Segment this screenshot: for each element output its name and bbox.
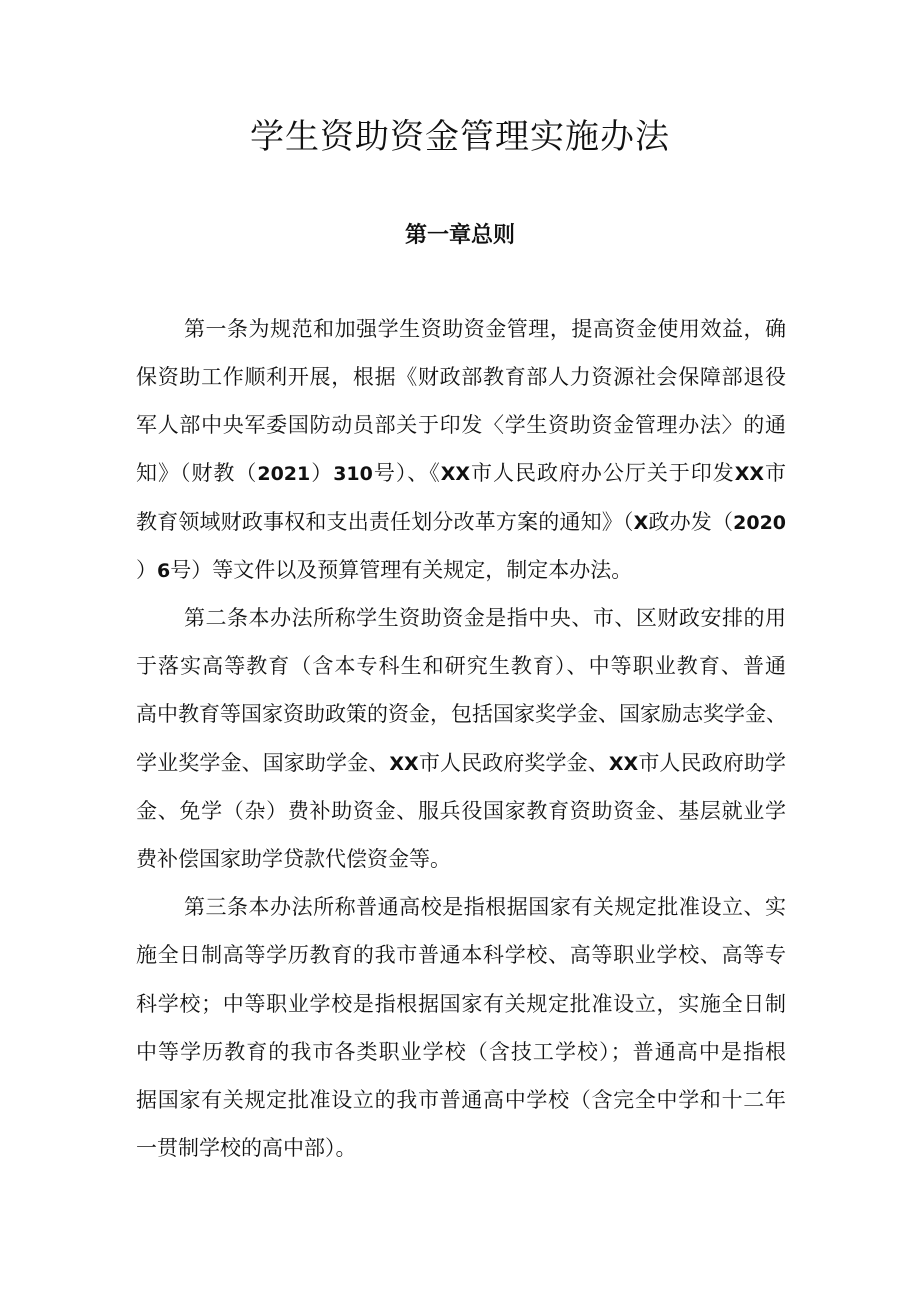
article-2-line-4: 学业奖学金、国家助学金、XX市人民政府奖学金、XX市人民政府助学 (136, 751, 787, 775)
article-2-line-6: 费补偿国家助学贷款代偿资金等。 (136, 847, 451, 871)
article-2-line-3: 高中教育等国家资助政策的资金，包括国家奖学金、国家励志奖学金、 (136, 702, 787, 726)
article-1-line-6: ）6号）等文件以及预算管理有关规定，制定本办法。 (136, 558, 633, 582)
article-3-line-4: 中等学历教育的我市各类职业学校（含技工学校）；普通高中是指根 (136, 1040, 786, 1064)
article-1-line-3: 军人部中央军委国防动员部关于印发〈学生资助资金管理办法〉的通 (136, 413, 786, 437)
article-1-line-2: 保资助工作顺利开展，根据《财政部教育部人力资源社会保障部退役 (136, 365, 786, 389)
article-3-line-5: 据国家有关规定批准设立的我市普通高中学校（含完全中学和十二年 (136, 1088, 786, 1112)
article-2-line-1: 第二条本办法所称学生资助资金是指中央、市、区财政安排的用 (184, 606, 786, 630)
article-1-line-4: 知》（财教（2021）310号）、《XX市人民政府办公厅关于印发XX市 (136, 461, 787, 485)
article-2-line-5: 金、免学（杂）费补助资金、服兵役国家教育资助资金、基层就业学 (136, 799, 786, 823)
article-3-line-2: 施全日制高等学历教育的我市普通本科学校、高等职业学校、高等专 (136, 943, 786, 967)
article-3-line-6: 一贯制学校的高中部）。 (136, 1136, 357, 1160)
article-3-line-3: 科学校；中等职业学校是指根据国家有关规定批准设立，实施全日制 (136, 992, 786, 1016)
article-1-line-5: 教育领域财政事权和支出责任划分改革方案的通知》（X政办发（2020 (136, 510, 787, 534)
chapter-heading: 第一章总则 (404, 223, 515, 248)
article-3-line-1: 第三条本办法所称普通高校是指根据国家有关规定批准设立、实 (184, 895, 786, 919)
article-1-line-1: 第一条为规范和加强学生资助资金管理，提高资金使用效益，确 (184, 317, 786, 341)
document-title: 学生资助资金管理实施办法 (250, 117, 670, 157)
article-2-line-2: 于落实高等教育（含本专科生和研究生教育）、中等职业教育、普通 (136, 654, 786, 678)
